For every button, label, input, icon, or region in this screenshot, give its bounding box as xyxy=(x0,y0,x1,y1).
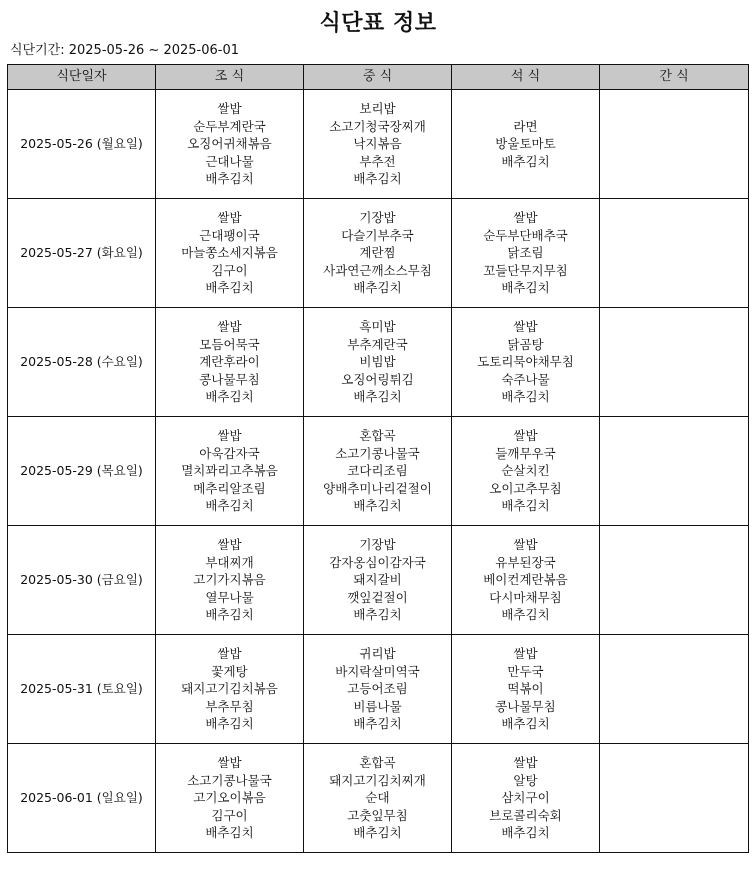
meal-item: 배추김치 xyxy=(205,498,254,514)
meal-item: 쌀밥 xyxy=(513,646,538,662)
meal-item: 배추김치 xyxy=(501,607,550,623)
meal-item: 배추김치 xyxy=(501,825,550,841)
header-lunch: 중 식 xyxy=(304,65,452,90)
meal-item: 바지락살미역국 xyxy=(335,663,420,679)
meal-item: 배추김치 xyxy=(205,389,254,405)
meal-item: 배추김치 xyxy=(353,389,402,405)
snack-cell xyxy=(600,635,749,744)
dinner-cell xyxy=(452,526,600,635)
meal-item: 고춧잎무침 xyxy=(347,807,408,823)
meal-item: 사과연근깨소스무침 xyxy=(323,262,432,278)
meal-item: 기장밥 xyxy=(359,537,396,553)
header-snack: 간 식 xyxy=(600,65,749,90)
table-row xyxy=(8,417,749,526)
meal-item: 쌀밥 xyxy=(217,319,242,335)
breakfast-cell xyxy=(156,90,304,199)
meal-item: 오이고추무침 xyxy=(489,480,562,496)
meal-item: 돼지갈비 xyxy=(353,572,402,588)
meal-item: 고기가지볶음 xyxy=(193,572,266,588)
meal-item: 유부된장국 xyxy=(495,554,556,570)
meal-item: 계란찜 xyxy=(359,245,396,261)
meal-item: 낙지볶음 xyxy=(353,136,402,152)
lunch-cell xyxy=(304,199,452,308)
meal-item: 방울토마토 xyxy=(495,136,556,152)
table-row xyxy=(8,90,749,199)
meal-item: 비름나물 xyxy=(353,698,402,714)
meal-item: 꼬들단무지무침 xyxy=(483,262,568,278)
meal-item: 깻잎겉절이 xyxy=(347,589,408,605)
meal-item: 콩나물무침 xyxy=(495,698,556,714)
meal-item: 멸치꽈리고추볶음 xyxy=(181,463,278,479)
meal-item: 부대찌개 xyxy=(205,554,254,570)
meal-item: 소고기청국장찌개 xyxy=(329,118,426,134)
meal-item: 꽃게탕 xyxy=(211,663,248,679)
meal-item: 순대 xyxy=(365,790,390,806)
snack-cell xyxy=(600,308,749,417)
snack-cell xyxy=(600,199,749,308)
header-breakfast: 조 식 xyxy=(156,65,304,90)
table-row xyxy=(8,526,749,635)
meal-item: 쌀밥 xyxy=(513,210,538,226)
date-cell: 2025-05-28 (수요일) xyxy=(8,308,156,417)
meal-item: 김구이 xyxy=(211,807,248,823)
meal-item: 배추김치 xyxy=(501,389,550,405)
header-date: 식단일자 xyxy=(8,65,156,90)
date-cell: 2025-05-31 (토요일) xyxy=(8,635,156,744)
meal-item: 배추김치 xyxy=(353,716,402,732)
meal-item: 쌀밥 xyxy=(217,537,242,553)
meal-item: 기장밥 xyxy=(359,210,396,226)
meal-item: 닭조림 xyxy=(507,245,544,261)
date-cell: 2025-05-29 (목요일) xyxy=(8,417,156,526)
table-row xyxy=(8,635,749,744)
meal-item: 김구이 xyxy=(211,262,248,278)
breakfast-cell xyxy=(156,417,304,526)
meal-item: 소고기콩나물국 xyxy=(335,445,420,461)
lunch-cell xyxy=(304,90,452,199)
meal-item: 보리밥 xyxy=(359,101,396,117)
meal-table xyxy=(7,64,749,853)
meal-item: 브로콜리숙회 xyxy=(489,807,562,823)
meal-item: 쌀밥 xyxy=(513,755,538,771)
breakfast-cell xyxy=(156,635,304,744)
date-cell: 2025-05-27 (화요일) xyxy=(8,199,156,308)
meal-item: 들깨무우국 xyxy=(495,445,556,461)
breakfast-cell xyxy=(156,199,304,308)
meal-item: 돼지고기김치볶음 xyxy=(181,681,278,697)
meal-item: 혼합곡 xyxy=(359,428,396,444)
meal-item: 쌀밥 xyxy=(217,646,242,662)
meal-item: 배추김치 xyxy=(501,716,550,732)
meal-item: 소고기콩나물국 xyxy=(187,772,272,788)
meal-item: 닭곰탕 xyxy=(507,336,544,352)
meal-item: 열무나물 xyxy=(205,589,254,605)
meal-item: 다시마채무침 xyxy=(489,589,562,605)
meal-item: 오징어링튀김 xyxy=(341,371,414,387)
meal-item: 배추김치 xyxy=(353,171,402,187)
meal-item: 베이컨계란볶음 xyxy=(483,572,568,588)
meal-item: 흑미밥 xyxy=(359,319,396,335)
meal-item: 오징어귀채볶음 xyxy=(187,136,272,152)
meal-item: 삼치구이 xyxy=(501,790,550,806)
date-cell: 2025-05-30 (금요일) xyxy=(8,526,156,635)
meal-item: 부추무침 xyxy=(205,698,254,714)
meal-item: 아욱감자국 xyxy=(199,445,260,461)
meal-item: 배추김치 xyxy=(353,825,402,841)
meal-item: 쌀밥 xyxy=(513,428,538,444)
dinner-cell xyxy=(452,308,600,417)
meal-item: 쌀밥 xyxy=(217,101,242,117)
dinner-cell xyxy=(452,90,600,199)
meal-item: 콩나물무침 xyxy=(199,371,260,387)
lunch-cell xyxy=(304,526,452,635)
header-row xyxy=(8,65,749,90)
meal-item: 배추김치 xyxy=(205,825,254,841)
meal-item: 배추김치 xyxy=(205,171,254,187)
dinner-cell xyxy=(452,635,600,744)
meal-item: 모듬어묵국 xyxy=(199,336,260,352)
meal-item: 계란후라이 xyxy=(199,354,260,370)
meal-item: 쌀밥 xyxy=(513,537,538,553)
meal-item: 배추김치 xyxy=(501,280,550,296)
meal-item: 마늘쫑소세지볶음 xyxy=(181,245,278,261)
meal-item: 쌀밥 xyxy=(217,428,242,444)
table-row xyxy=(8,308,749,417)
meal-item: 배추김치 xyxy=(501,153,550,169)
lunch-cell xyxy=(304,635,452,744)
snack-cell xyxy=(600,417,749,526)
date-cell: 2025-05-26 (월요일) xyxy=(8,90,156,199)
meal-item: 순두부단배추국 xyxy=(483,227,568,243)
meal-item: 알탕 xyxy=(513,772,538,788)
meal-item: 비빔밥 xyxy=(359,354,396,370)
meal-item: 배추김치 xyxy=(353,280,402,296)
breakfast-cell xyxy=(156,308,304,417)
header-dinner: 석 식 xyxy=(452,65,600,90)
breakfast-cell xyxy=(156,526,304,635)
meal-item: 메추리알조림 xyxy=(193,480,266,496)
meal-item: 근대나물 xyxy=(205,153,254,169)
dinner-cell xyxy=(452,199,600,308)
meal-item: 돼지고기김치찌개 xyxy=(329,772,426,788)
meal-item: 순살치킨 xyxy=(501,463,550,479)
page-title: 식단표 정보 xyxy=(319,11,437,36)
meal-item: 감자옹심이감자국 xyxy=(329,554,426,570)
meal-table-body xyxy=(8,90,749,853)
meal-item: 순두부계란국 xyxy=(193,118,266,134)
lunch-cell xyxy=(304,744,452,853)
snack-cell xyxy=(600,526,749,635)
meal-item: 고기오이볶음 xyxy=(193,790,266,806)
meal-item: 고등어조림 xyxy=(347,681,408,697)
date-cell: 2025-06-01 (일요일) xyxy=(8,744,156,853)
meal-item: 숙주나물 xyxy=(501,371,550,387)
meal-item: 만두국 xyxy=(507,663,544,679)
dinner-cell xyxy=(452,744,600,853)
meal-item: 쌀밥 xyxy=(513,319,538,335)
meal-item: 양배추미나리겉절이 xyxy=(323,480,432,496)
meal-item: 다슬기부추국 xyxy=(341,227,414,243)
meal-item: 부추계란국 xyxy=(347,336,408,352)
meal-item: 근대팽이국 xyxy=(199,227,260,243)
lunch-cell xyxy=(304,417,452,526)
meal-item: 부추전 xyxy=(359,153,396,169)
meal-item: 배추김치 xyxy=(205,716,254,732)
meal-item: 도토리묵야채무침 xyxy=(477,354,574,370)
lunch-cell xyxy=(304,308,452,417)
meal-item: 배추김치 xyxy=(353,498,402,514)
meal-item: 쌀밥 xyxy=(217,755,242,771)
breakfast-cell xyxy=(156,744,304,853)
meal-item: 배추김치 xyxy=(353,607,402,623)
meal-item: 배추김치 xyxy=(205,607,254,623)
meal-item: 라면 xyxy=(513,118,538,134)
snack-cell xyxy=(600,744,749,853)
table-row xyxy=(8,744,749,853)
meal-item: 배추김치 xyxy=(205,280,254,296)
dinner-cell xyxy=(452,417,600,526)
meal-period: 식단기간: 2025-05-26 ~ 2025-06-01 xyxy=(10,43,240,58)
meal-item: 쌀밥 xyxy=(217,210,242,226)
meal-item: 혼합곡 xyxy=(359,755,396,771)
meal-item: 코다리조림 xyxy=(347,463,408,479)
snack-cell xyxy=(600,90,749,199)
meal-item: 배추김치 xyxy=(501,498,550,514)
table-row xyxy=(8,199,749,308)
meal-item: 귀리밥 xyxy=(359,646,396,662)
meal-item: 떡볶이 xyxy=(507,681,544,697)
